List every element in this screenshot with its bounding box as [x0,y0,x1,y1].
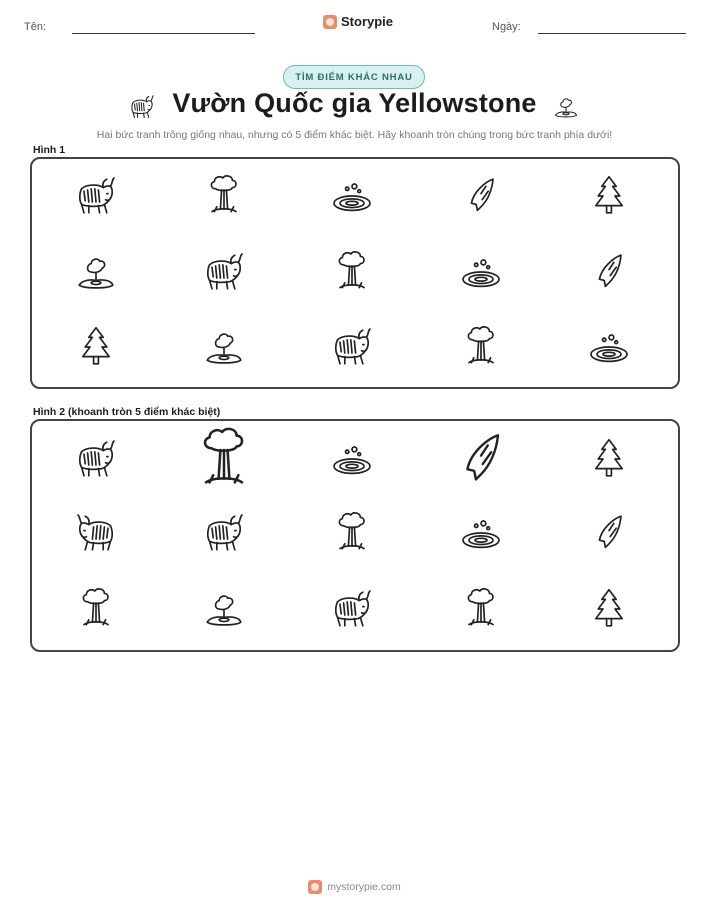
picture2-geyser-icon[interactable] [457,585,505,633]
picture2-label: Hình 2 (khoanh tròn 5 điểm khác biệt) [33,406,221,418]
picture2-pine-tree-icon[interactable] [585,435,633,483]
picture1-hot-spring-icon [457,248,505,296]
picture1-geyser-crater-icon [72,248,120,296]
picture1-geyser-crater-icon [200,323,248,371]
picture1-geyser-icon [200,172,248,220]
picture2-bison-icon[interactable] [200,509,248,557]
picture2-pine-tree-icon[interactable] [585,585,633,633]
picture1-bison-icon [200,248,248,296]
picture2-bison-icon[interactable] [328,585,376,633]
picture1-geyser-icon [457,323,505,371]
brand-name: Storypie [341,14,394,29]
name-label: Tên: [24,21,47,33]
picture1-hot-spring-icon [328,172,376,220]
picture1-arrowhead-icon [585,248,633,296]
date-field[interactable] [538,33,686,34]
footer [0,880,709,894]
activity-badge: TÌM ĐIỂM KHÁC NHAU [283,65,425,89]
picture2-hot-spring-icon[interactable] [328,435,376,483]
date-label: Ngày: [492,21,521,33]
picture1-arrowhead-icon [457,172,505,220]
picture2-geyser-crater-icon[interactable] [200,585,248,633]
footer-site: mystorypie.com [327,881,401,893]
instructions: Hai bức tranh trông giống nhau, nhưng có 5 điểm khác biệt. Hãy khoanh tròn chúng trong bức tranh phía dưới! [96,129,613,141]
brand-logo [323,14,393,29]
picture1-hot-spring-icon [585,323,633,371]
picture2-hot-spring-icon[interactable] [457,509,505,557]
picture1-label: Hình 1 [33,144,66,156]
picture1-bison-icon [328,323,376,371]
picture2-geyser-icon[interactable] [328,509,376,557]
picture2-bison-icon[interactable] [72,435,120,483]
picture2-bison-icon[interactable] [72,509,120,557]
page-title: Vườn Quốc gia Yellowstone [172,88,537,118]
storypie-footer-icon [308,880,322,894]
picture2-geyser-icon[interactable] [188,423,260,495]
picture2-arrowhead-icon[interactable] [585,509,633,557]
picture2-arrowhead-icon[interactable] [447,425,515,493]
bison-icon [127,92,157,122]
picture2-geyser-icon[interactable] [72,585,120,633]
name-field[interactable] [72,33,255,34]
picture1-pine-tree-icon [72,323,120,371]
picture1-geyser-icon [328,248,376,296]
storypie-logo-icon [323,15,337,29]
geyser-crater-icon [551,92,581,122]
picture1-pine-tree-icon [585,172,633,220]
picture1-bison-icon [72,172,120,220]
